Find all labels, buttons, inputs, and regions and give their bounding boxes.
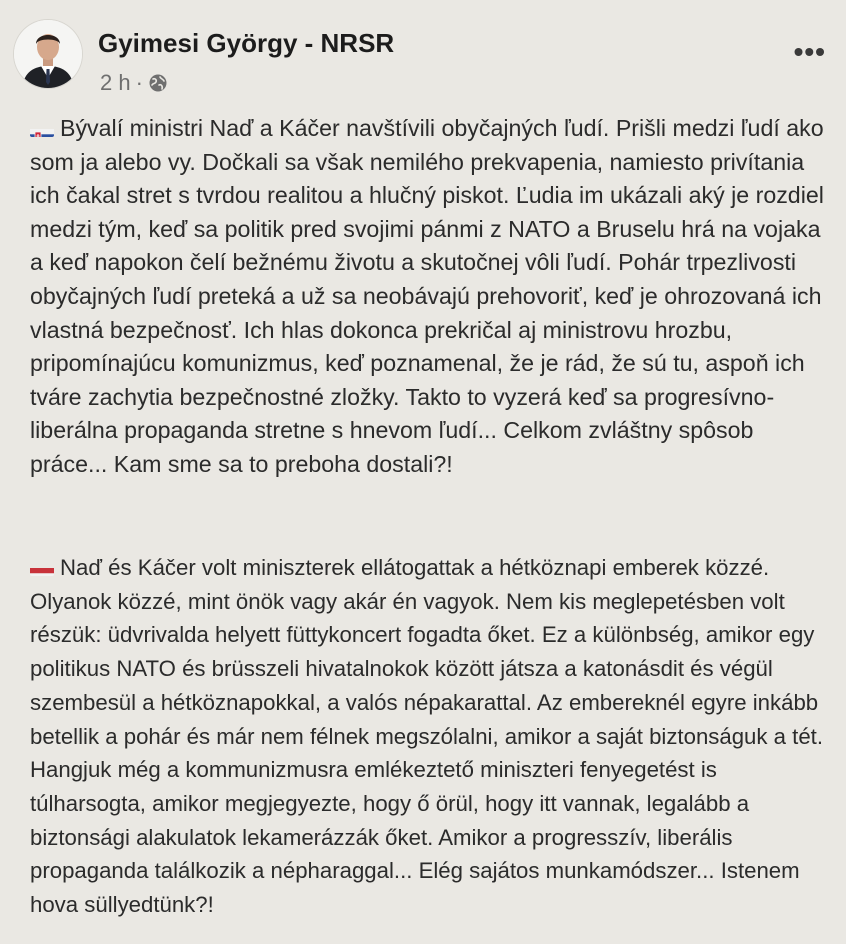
post-meta [100,70,168,96]
slovakia-flag-icon [30,121,54,137]
globe-icon[interactable] [148,73,168,93]
post-text-hungarian [30,551,830,922]
post-text-slovak-content: Bývalí ministri Naď a Káčer navštívili obyčajných ľudí. Prišli medzi ľudí ako som ja alebo vy. Dočkali sa však nemilého prekvapenia, namiesto privítania ich čakal stret s tvrdou realitou a hlučný piskot. Ľudia im ukázali aký je rozdiel medzi tým, keď sa politik pred svojimi pánmi z NATO a Bruselu hrá na vojaka a keď napokon čelí bežnému životu a skutočnej vôli ľudí. Pohár trpezlivosti obyčajných ľudí preteká a už sa neobávajú prehovoriť, keď je ohrozovaná ich vlastná bezpečnosť. Ich hlas dokonca prekričal aj ministrovu hrozbu, pripomínajúcu komunizmus, keď poznamenal, že je rád, že sú tu, aspoň ich tváre zachytia bezpečnostné zložky. Takto to vyzerá keď sa progresívno- liberálna propaganda stretne s hnevom ľudí... Celkom zvláštny spôsob práce... Kam sme sa to preboha dostali?! [30,115,824,477]
post-text-slovak [30,112,830,482]
meta-separator: · [135,70,143,95]
post-text-hungarian-content: Naď és Káčer volt miniszterek ellátogattak a hétköznapi emberek közzé. Olyanok közzé, mint önök vagy akár én vagyok. Nem kis meglepetésben volt részük: üdvrivalda helyett füttykoncert fogadta őket. Ez a különbség, amikor egy politikus NATO és brüsszeli hivatalnokok között játsza a katonásdit és végül szembesül a hétköznapokkal, a valós népakarattal. Az embereknél egyre inkább betellik a pohár és már nem félnek megszólalni, amikor a saját biztonságuk a tét. Hangjuk még a kommunizmusra emlékeztető miniszteri fenyegetést is túlharsogta, amikor megjegyezte, hogy ő örül, hogy itt vannak, legalább a biztonsági alakulatok lekamerázzák őket. Amikor a progresszív, liberális propaganda találkozik a népharaggal... Elég sajátos munkamódszer... Istenem hova süllyedtünk?! [30,555,823,918]
avatar[interactable] [14,20,82,88]
profile-photo-icon [14,20,82,88]
more-options-button[interactable]: ••• [793,36,826,67]
post-author-name[interactable]: Gyimesi György - NRSR [98,28,395,58]
post-timestamp[interactable]: 2 h [100,70,131,95]
hungary-flag-icon [30,560,54,576]
